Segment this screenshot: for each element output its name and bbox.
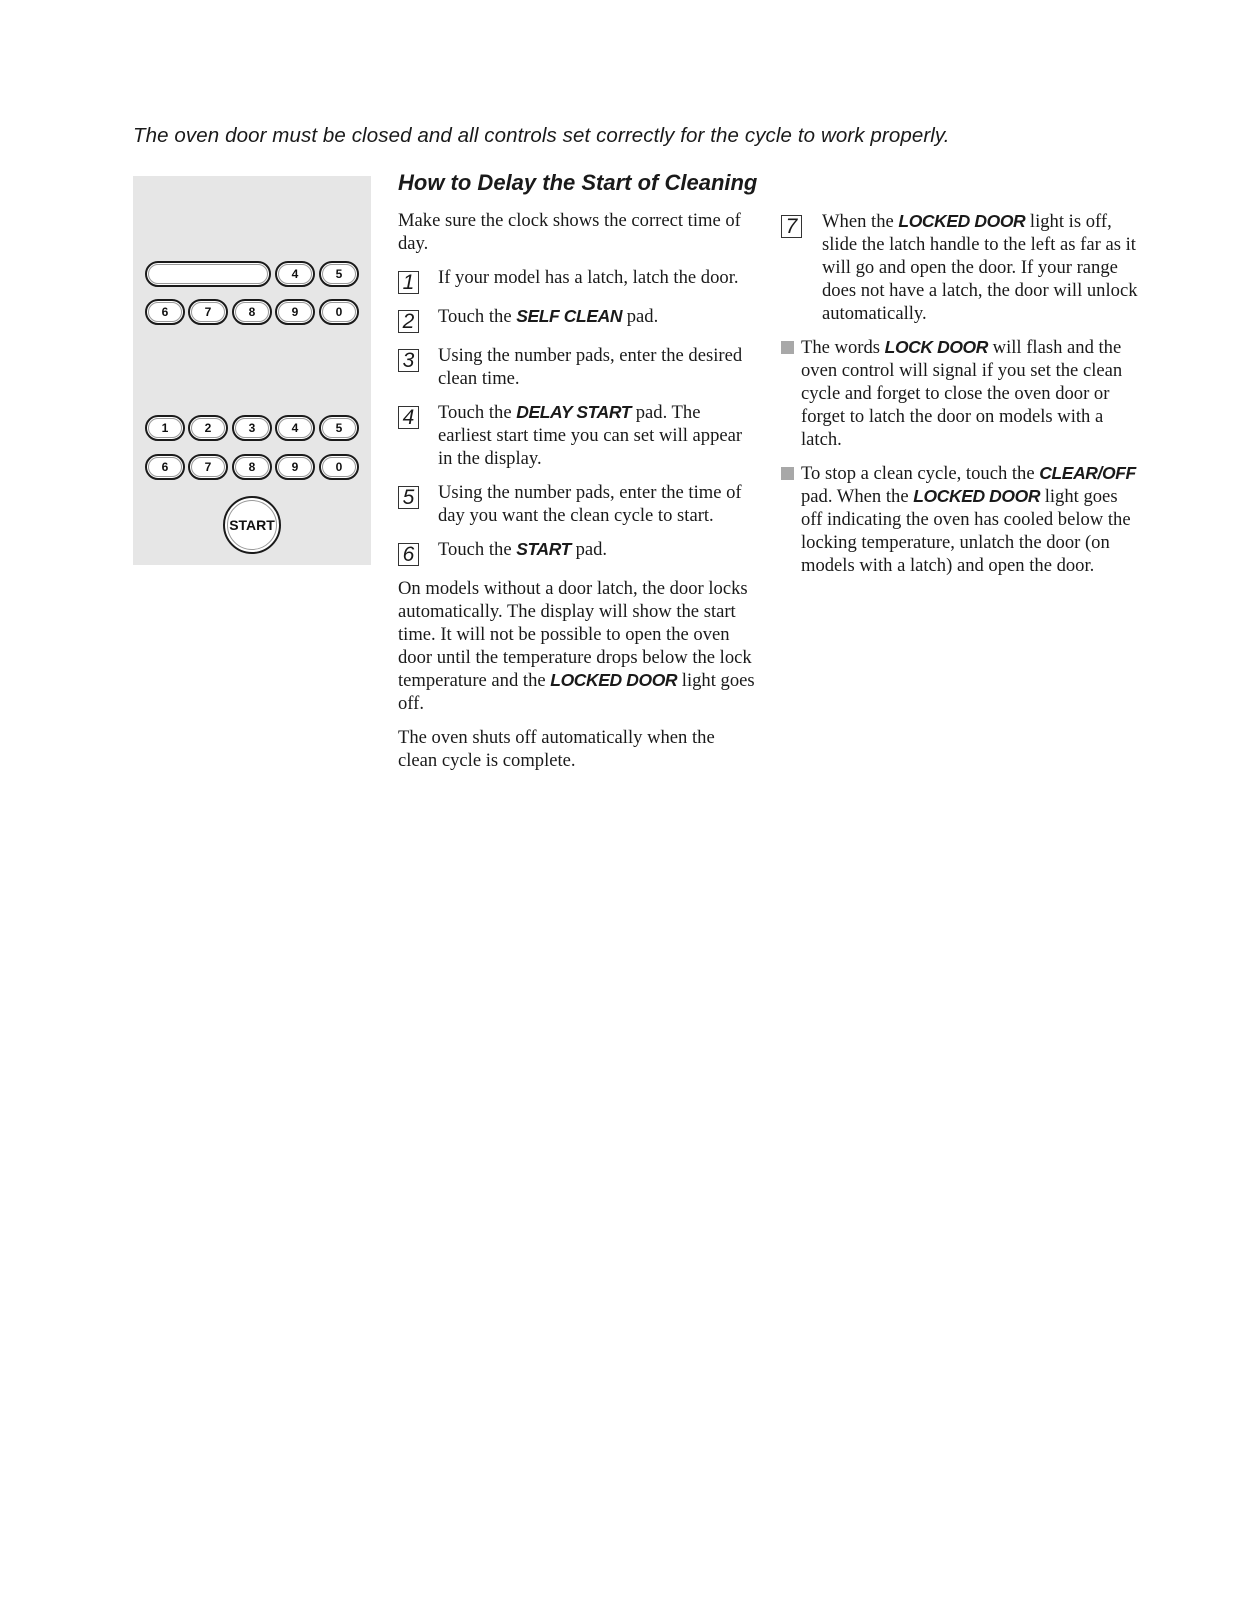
- number-pad: 6: [145, 299, 185, 325]
- step-text: Touch the DELAY START pad. The earliest start time you can set will appear in the display.: [438, 402, 743, 469]
- step-number: 7: [781, 215, 802, 238]
- step-1: [398, 266, 758, 294]
- intro-note: The oven door must be closed and all controls set correctly for the cycle to work properly.: [133, 124, 950, 147]
- number-pad: 2: [188, 415, 228, 441]
- step-4: [398, 401, 758, 470]
- step-3: [398, 344, 758, 390]
- control-panel-illustration: [133, 176, 371, 565]
- step-text: Using the number pads, enter the time of day you want the clean cycle to start.: [438, 482, 742, 526]
- instructions-column-2: [781, 210, 1141, 588]
- square-bullet-icon: [781, 341, 794, 354]
- number-pad: 7: [188, 454, 228, 480]
- keyword: LOCK DOOR: [884, 337, 988, 357]
- bullet-text: To stop a clean cycle, touch the CLEAR/OFF pad. When the LOCKED DOOR light goes off indicating the oven has cooled below the locking temperature, unlatch the door (on models with a latch) and open the door.: [801, 463, 1136, 576]
- step-number: 3: [398, 349, 419, 372]
- square-bullet-icon: [781, 467, 794, 480]
- intro-paragraph: Make sure the clock shows the correct time of day.: [398, 210, 741, 254]
- step-6: [398, 538, 758, 566]
- step-text: When the LOCKED DOOR light is off, slide the latch handle to the left as far as it will go and open the door. If your range does not have a latch, the door will unlock automatically.: [822, 211, 1138, 324]
- number-pad: 0: [319, 299, 359, 325]
- keyword: CLEAR/OFF: [1039, 463, 1136, 483]
- number-pad: 6: [145, 454, 185, 480]
- instructions-column-1: [398, 209, 758, 783]
- number-pad: 3: [232, 415, 272, 441]
- bullet-text: The words LOCK DOOR will flash and the oven control will signal if you set the clean cycle and forget to close the oven door or forget to latch the door on models with a latch.: [801, 337, 1123, 450]
- section-heading: How to Delay the Start of Cleaning: [398, 170, 758, 195]
- step-5: [398, 481, 758, 527]
- blank-pad: [145, 261, 271, 287]
- start-pad-label: START: [229, 517, 275, 533]
- keyword: LOCKED DOOR: [898, 211, 1026, 231]
- bullet-item: [781, 462, 1141, 577]
- step-number: 2: [398, 310, 419, 333]
- number-pad: 9: [275, 454, 315, 480]
- keyword: LOCKED DOOR: [550, 670, 678, 690]
- number-pad: 4: [275, 261, 315, 287]
- keyword: START: [516, 539, 571, 559]
- step-number: 4: [398, 406, 419, 429]
- keyword: DELAY START: [516, 402, 632, 422]
- step-2: [398, 305, 758, 333]
- number-pad: 1: [145, 415, 185, 441]
- number-pad: 5: [319, 415, 359, 441]
- number-pad: 0: [319, 454, 359, 480]
- number-pad: 8: [232, 299, 272, 325]
- step-text: Touch the SELF CLEAN pad.: [438, 306, 659, 327]
- number-pad: 4: [275, 415, 315, 441]
- step-number: 5: [398, 486, 419, 509]
- step-number: 1: [398, 271, 419, 294]
- keyword: LOCKED DOOR: [913, 486, 1041, 506]
- number-pad: 9: [275, 299, 315, 325]
- number-pad: 5: [319, 261, 359, 287]
- note-paragraph: The oven shuts off automatically when the clean cycle is complete.: [398, 727, 715, 771]
- keyword: SELF CLEAN: [516, 306, 623, 326]
- step-text: Touch the START pad.: [438, 539, 608, 560]
- note-paragraph: On models without a door latch, the door locks automatically. The display will show the start time. It will not be possible to open the oven door until the temperature drops below the lock temperature and the LOCKED DOOR light goes off.: [398, 578, 755, 714]
- start-pad: [223, 496, 281, 554]
- bullet-item: [781, 336, 1141, 451]
- step-text: If your model has a latch, latch the door.: [438, 267, 739, 288]
- step-7: [781, 210, 1141, 325]
- step-number: 6: [398, 543, 419, 566]
- number-pad: 8: [232, 454, 272, 480]
- step-text: Using the number pads, enter the desired clean time.: [438, 345, 743, 389]
- number-pad: 7: [188, 299, 228, 325]
